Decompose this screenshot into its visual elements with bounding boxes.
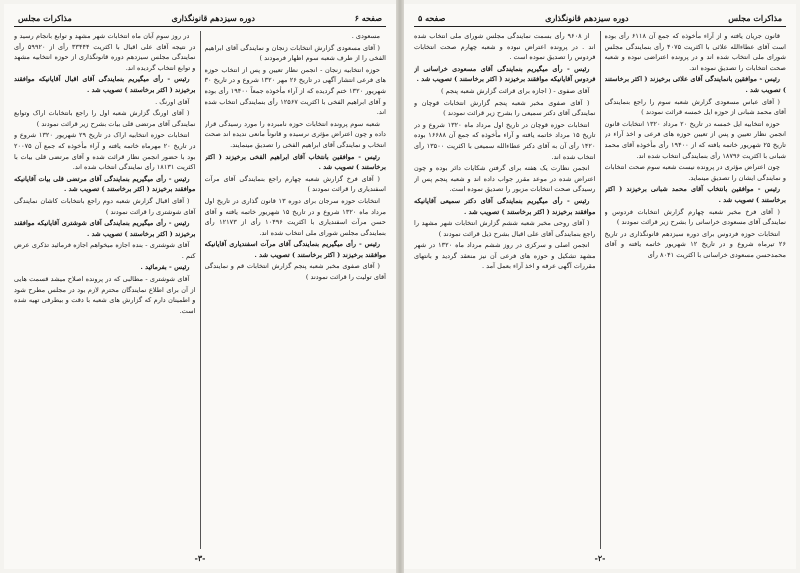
paragraph: انجمن اصلی و سرکزی در روز ششم مرداد ماه ۱۳۲۰ در شهر مشهد تشکیل و حوزه های فرعی آن نیز منعقد گردید و بانتهای مقررات آگهی عرفه و اخذ آراء بعمل آمد . [414, 241, 596, 271]
paragraph: رئیس - رأی میگیریم بنمایندگی آقای مرتضی قلی بیات آقایانیکه موافقند برخیزند ( اکثر برخاستند ) تصویب شد . [14, 174, 196, 194]
paragraph: چون اعتراض مؤثری در پرونده نیست شعبه سوم صحت انتخابات و نمایندگی ایشان را تصدیق مینماید. [604, 163, 786, 182]
paragraph: آقای شوشتری - مطالبی که در پرونده اصلاح میشد قسمت هایی از آن برای اطلاع نمایندگان محترم لازم بود در مجلس مطرح شود و اطمینان دارم که گزارش های شعبه با دقت و بیطرفی تهیه شده است. [14, 275, 196, 315]
paragraph: انتخابات حوزه انتخابیه اراک در تاریخ ۲۹ شهریور ۱۳۲۰ شروع و در تاریخ ۲۰ مهرماه خاتمه یافته و آراء مأخوذه که جمع آن ۲۰۰۷۵ بود با حضور انجمن نظار قرائت شده و آقای مرتضی قلی بیات با اکثریت ۱۸۱۳۱ رأی نمایندگی انتخاب شده اند. [14, 131, 196, 172]
page-number: صفحه ۵ [418, 13, 446, 23]
page-number: صفحه ۶ [354, 13, 382, 23]
publication-title: مذاکرات مجلس [728, 13, 782, 23]
paragraph: ( آقای صفوی مخبر شعبه پنجم گزارش انتخابات قوچان و نمایندگی آقای دکتر سمیعی را بشرح زیر قرائت نمودند ) [414, 98, 596, 118]
paragraph: انتخابات حوزه سرجان برای دوره ۱۳ قانون گذاری در تاریخ اول مرداد ماه ۱۳۲۰ شروع و در تاریخ ۱۵ شهریور خاتمه یافته و آقای حسن مرآت اسفندیاری با اکثریت ۱۰۴۹۶ رأی از ۱۲۱۷۳ رأی بنمایندگی مجلس شورای ملی انتخاب شده اند. [204, 196, 386, 237]
paragraph: ( آقای روحی مخبر شعبه ششم گزارش انتخابات شهر مشهد را راجع بنمایندگی آقای علی اقبال بشرح ذیل قرائت نمودند ) [414, 219, 596, 238]
paragraph: ( آقای فرخ گزارش شعبه چهارم راجع بنمایندگی آقای مرآت اسفندیاری را قرائت نمودند ) [204, 174, 386, 194]
paragraph: رئیس - موافقین بانمایندگی آقای علائی برخیزند ( اکثر برخاستند ) تصویب شد . [604, 75, 786, 94]
paragraph: قانون جریان یافته و از آراء مأخوذه که جمع آن ۶۱۱۸ رأی بوده است آقای عطاءالله علائی با اکثریت ۴۰۷۵ رأی بنمایندگی مجلس شورای ملی انتخاب شده اند و در پرونده اعتراضی نبوده و شعبه صحت انتخابات را تصدیق نموده اند. [604, 32, 786, 72]
paragraph: رئیس - موافقین بانتخاب آقای ابراهیم الفخی برخیزند ( اکثر برخاستند ) تصویب شد . [204, 152, 386, 172]
session-title: دوره سیزدهم قانونگذاری [171, 13, 255, 23]
paragraph: از ۹۶۰۸ رأی بسمت نمایندگی مجلس شورای ملی انتخاب شده اند . در پرونده اعتراض نبوده و شعبه چهارم صحت انتخابات فردوس را تصدیق نموده است . [414, 32, 596, 62]
text-columns [14, 31, 386, 549]
paragraph: انجمن نظارت یک هفته برای گرفتن شکایات دائر بوده و چون اعتراض شده در موعد مقرر جواب داده اند و شعبه پنجم پس از رسیدگی صحت انتخابات مزبور را تصدیق نموده است. [414, 164, 596, 194]
page-header [14, 12, 386, 27]
paragraph: ( آقای فرخ مخبر شعبه چهارم گزارش انتخابات فردوس و نمایندگی آقای مسعودی خراسانی را بشرح زیر قرائت نمودند ) [604, 207, 786, 227]
text-columns [414, 31, 786, 549]
publication-title: مذاکرات مجلس [18, 13, 72, 23]
paragraph: حوزه انتخابیه زنجان - انجمن نظار تعیین و پس از انتخاب حوزه های فرعی انتشار آگهی در تاریخ ۲۶ مهر ۱۳۲۰ شروع و در تاریخ ۳۰ شهریور ۱۳۲۰ ختم گردیده که از آراء مأخوذه جمعاً ۱۹۴۰۰ رأی بوده و آقای ابراهیم الفخی با اکثریت ۱۲۵۶۷ رأی بنمایندگی انتخاب شده اند. [204, 65, 386, 117]
paragraph: آقای صفوی - ( اجازه برای قرائت گزارش شعبه پنجم ) [441, 86, 590, 95]
right-page [404, 4, 796, 569]
paragraph: رئیس - رأی میگیریم بنمایندگی آقای مرآت اسفندیاری آقایانیکه موافقند برخیزند ( اکثر برخاستند ) تصویب شد . [204, 240, 386, 259]
text-column-right [205, 31, 387, 549]
left-page [4, 4, 396, 569]
folio-number: -۳- [194, 553, 206, 563]
column-divider [600, 31, 601, 549]
paragraph: در روز سوم آبان ماه انتخابات شهر مشهد و توابع بانجام رسید و در نتیجه آقای علی اقبال با اکثریت ۳۳۴۴۴ رأی از ۵۹۹۲۰ رأی نمایندگی مجلس سیزدهم دوره قانونگذاری از حوزه انتخابیه مشهد و توابع انتخاب گردیده اند. [14, 32, 196, 72]
text-column-right [605, 31, 787, 549]
paragraph: مسعودی . [351, 32, 380, 40]
paragraph: ( آقای اقبال گزارش شعبه دوم راجع بانتخابات کاشان نمایندگی آقای شوشتری را قرائت نمودند ) [14, 196, 196, 216]
paragraph: شعبه سوم پرونده انتخابات حوزه نامبرده را مورد رسیدگی قرار داده و چون اعتراض مؤثری نرسیده و قانوناً مانعی ندیده اند صحت انتخاب و نمایندگی آقای ابراهیم الفخی را تصدیق مینمایند. [204, 119, 386, 149]
paragraph: رئیس - رأی میگیریم بنمایندگی آقای شوشتری آقایانیکه موافقند برخیزند ( اکثر برخاستند ) تصویب شد . [14, 219, 196, 238]
page-header [414, 12, 786, 27]
paragraph: ( آقای صفوی مخبر شعبه پنجم گزارش انتخابات قم و نمایندگی آقای تولیت را قرائت نمودند ) [204, 262, 386, 282]
paragraph: رئیس - رأی میگیریم بنمایندگی آقای اقبال آقایانیکه موافقند برخیزند ( اکثر برخاستند ) تصویب شد . [14, 75, 196, 94]
session-title: دوره سیزدهم قانونگذاری [545, 13, 629, 23]
paragraph: حوزه انتخابیه ایل خمسه در تاریخ ۲۰ مرداد ۱۳۲۰ انتخابات قانون انجمن نظار تعیین و پس از تعیین حوزه های فرعی و اخذ آراء در تاریخ ۲۵ شهریور خاتمه یافته که از ۱۹۴۰۰ رأی مأخوذه آقای محمد شبانی با اکثریت ۱۸۷۹۶ رأی بنمایندگی انتخاب شده اند. [604, 119, 786, 160]
paragraph: انتخابات حوزه قوچان در تاریخ اول مرداد ماه ۱۳۲۰ شروع و در تاریخ ۱۵ مرداد خاتمه یافته و آراء مأخوذه که جمع آن ۱۶۶۸۸ بوده ۱۴۲۰ رأی آن به آقای دکتر عطاءالله سمیعی با اکثریت ۱۳۵۰۰ رأی انتخاب شده اند. [414, 120, 596, 161]
paragraph: ( آقای مسعودی گزارش انتخابات زنجان و نمایندگی آقای ابراهیم الفخی را از طرف شعبه سوم اظهار فرمودند ) [204, 43, 386, 63]
paragraph: رئیس - موافقین بانتخاب آقای محمد شبانی برخیزند ( اکثر برخاستند ) تصویب شد . [604, 185, 786, 204]
paragraph: آقای شوشتری - بنده اجازه میخواهم اجازه فرمائید تذکری عرض کنم . [14, 241, 196, 260]
book-gutter [396, 0, 404, 573]
text-column-left [14, 31, 196, 549]
text-column-left [414, 31, 596, 549]
paragraph: انتخابات حوزه فردوس برای دوره سیزدهم قانونگذاری در تاریخ ۲۶ تیرماه شروع و در تاریخ ۱۲ شهریور خاتمه یافته و آقای محمدحسن مسعودی خراسانی با اکثریت ۸۰۴۱ رأی [604, 229, 786, 259]
paragraph: رئیس - رأی میگیریم بنمایندگی آقای دکتر سمیعی آقایانیکه موافقند برخیزند ( اکثر برخاستند ) تصویب شد . [414, 196, 596, 216]
column-divider [200, 31, 201, 549]
paragraph: رئیس - رأی میگیریم بنمایندگی آقای مسعودی خراسانی از فردوس آقایانیکه موافقند برخیزند ( اکثر برخاستند ) تصویب شد . [414, 64, 596, 84]
paragraph: آقای اورنگ . [155, 97, 190, 106]
paragraph: ( آقای اورنگ گزارش شعبه اول را راجع بانتخابات اراک وتوابع نمایندگی آقای مرتضی قلی بیات بشرح زیر قرائت نمودند ) [14, 109, 196, 128]
folio-number: -۲- [594, 553, 606, 563]
paragraph: ( آقای عباس مسعودی گزارش شعبه سوم را راجع بنمایندگی آقای محمد شبانی از حوزه ایل خمسه قرائت نمودند ) [604, 97, 786, 117]
paragraph: رئیس - بفرمائید . [140, 263, 190, 272]
